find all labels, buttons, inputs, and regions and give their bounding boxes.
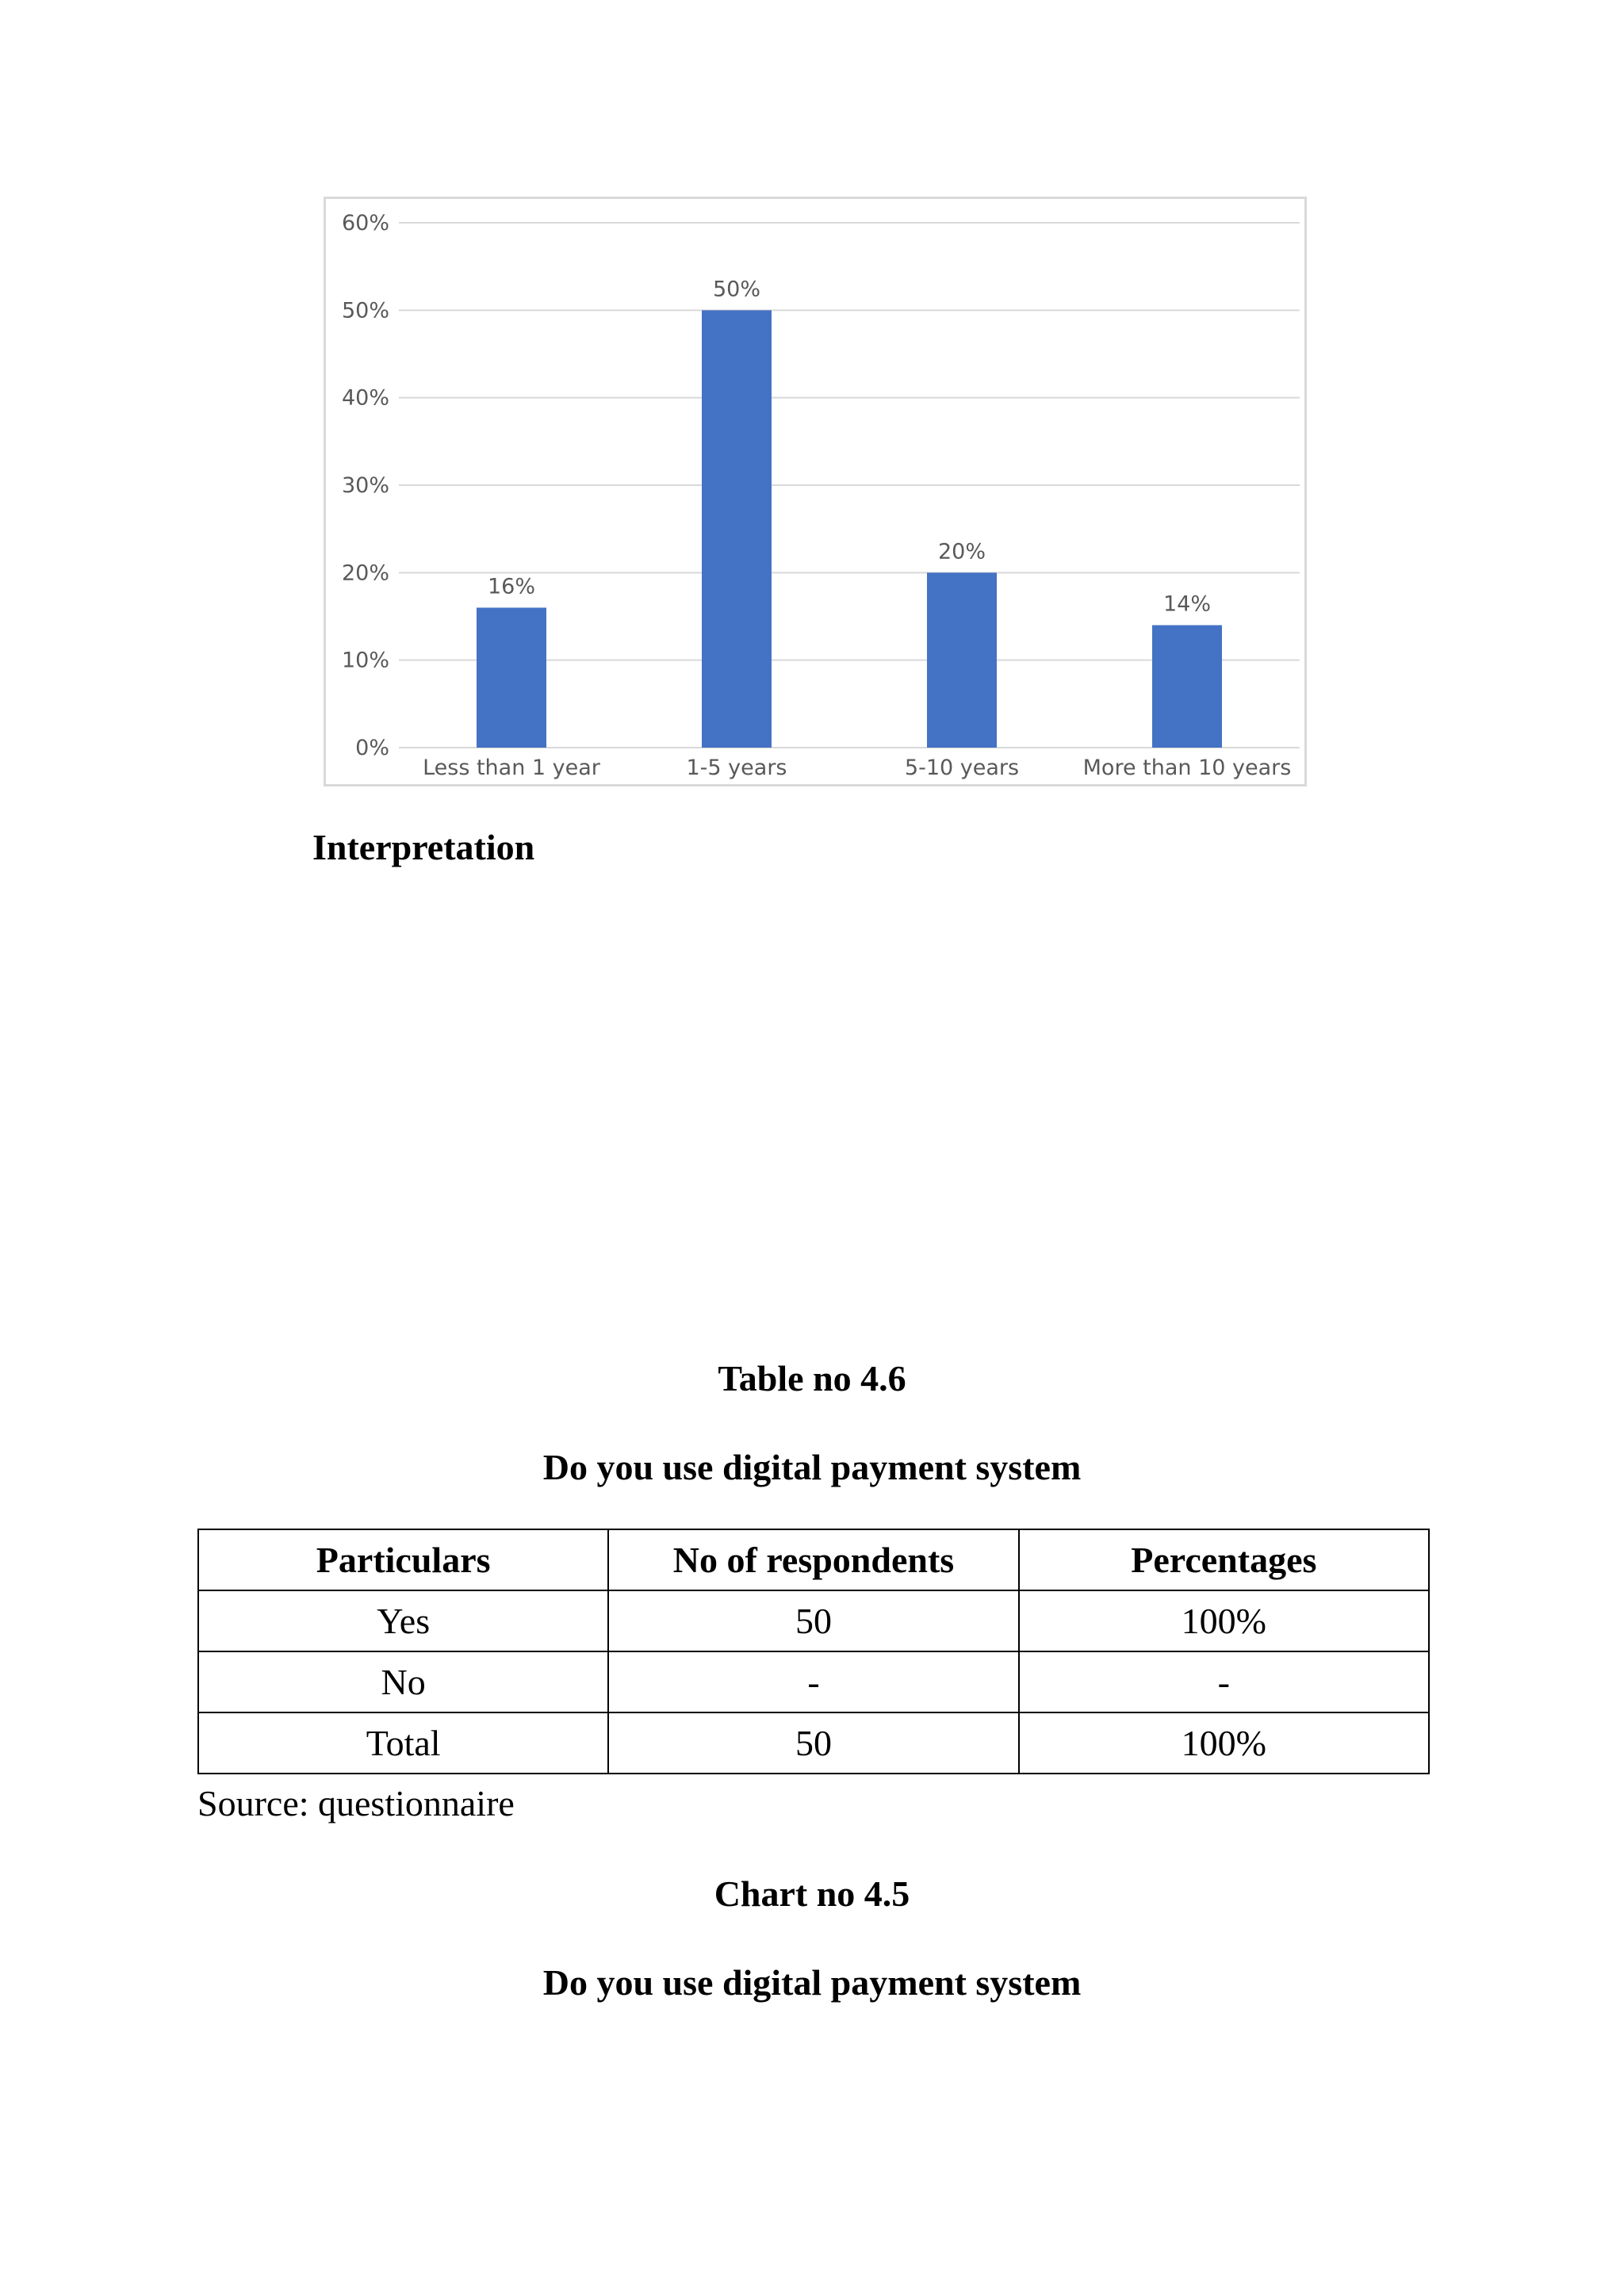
y-tick-label: 30% bbox=[341, 473, 389, 498]
table-cell: Total bbox=[198, 1712, 608, 1774]
table-cell: 100% bbox=[1019, 1712, 1429, 1774]
table-cell: 50 bbox=[608, 1712, 1018, 1774]
y-tick-label: 40% bbox=[341, 385, 389, 411]
x-category-label: 5-10 years bbox=[904, 756, 1020, 780]
table-cell: - bbox=[608, 1651, 1018, 1712]
data-label: 16% bbox=[487, 574, 536, 599]
table-cell: No bbox=[198, 1651, 608, 1712]
table-header-cell: Particulars bbox=[198, 1529, 608, 1590]
y-tick-label: 60% bbox=[341, 211, 389, 235]
y-tick-label: 10% bbox=[341, 648, 389, 673]
table-cell: Yes bbox=[198, 1590, 608, 1651]
table-cell: - bbox=[1019, 1651, 1429, 1712]
bar-chart-svg bbox=[326, 199, 1309, 789]
x-category-label: More than 10 years bbox=[1082, 756, 1292, 780]
table-header-cell: Percentages bbox=[1019, 1529, 1429, 1590]
data-label: 20% bbox=[937, 539, 986, 564]
table-row bbox=[198, 1712, 1429, 1774]
bar bbox=[1152, 626, 1222, 748]
interpretation-heading: Interpretation bbox=[312, 827, 535, 867]
chart-title: Chart no 4.5 bbox=[714, 1873, 910, 1914]
table-row bbox=[198, 1590, 1429, 1651]
source-note: Source: questionnaire bbox=[197, 1783, 515, 1823]
y-tick-label: 20% bbox=[341, 561, 389, 586]
table-cell: 100% bbox=[1019, 1590, 1429, 1651]
table-row bbox=[198, 1651, 1429, 1712]
table-header-row bbox=[198, 1529, 1429, 1590]
bar bbox=[927, 572, 997, 748]
bar bbox=[702, 310, 772, 748]
x-category-label: 1-5 years bbox=[686, 756, 787, 780]
x-category-label: Less than 1 year bbox=[423, 756, 600, 780]
bar bbox=[477, 607, 546, 748]
table-title: Table no 4.6 bbox=[718, 1358, 906, 1399]
y-tick-label: 50% bbox=[341, 298, 389, 323]
respondents-table bbox=[197, 1529, 1430, 1774]
bar-chart bbox=[324, 197, 1307, 786]
y-tick-label: 0% bbox=[355, 736, 389, 760]
table-subtitle: Do you use digital payment system bbox=[542, 1447, 1082, 1487]
table-header-cell: No of respondents bbox=[608, 1529, 1018, 1590]
data-label: 14% bbox=[1162, 591, 1212, 617]
table-cell: 50 bbox=[608, 1590, 1018, 1651]
data-label: 50% bbox=[712, 277, 761, 302]
chart-subtitle: Do you use digital payment system bbox=[542, 1962, 1082, 2003]
